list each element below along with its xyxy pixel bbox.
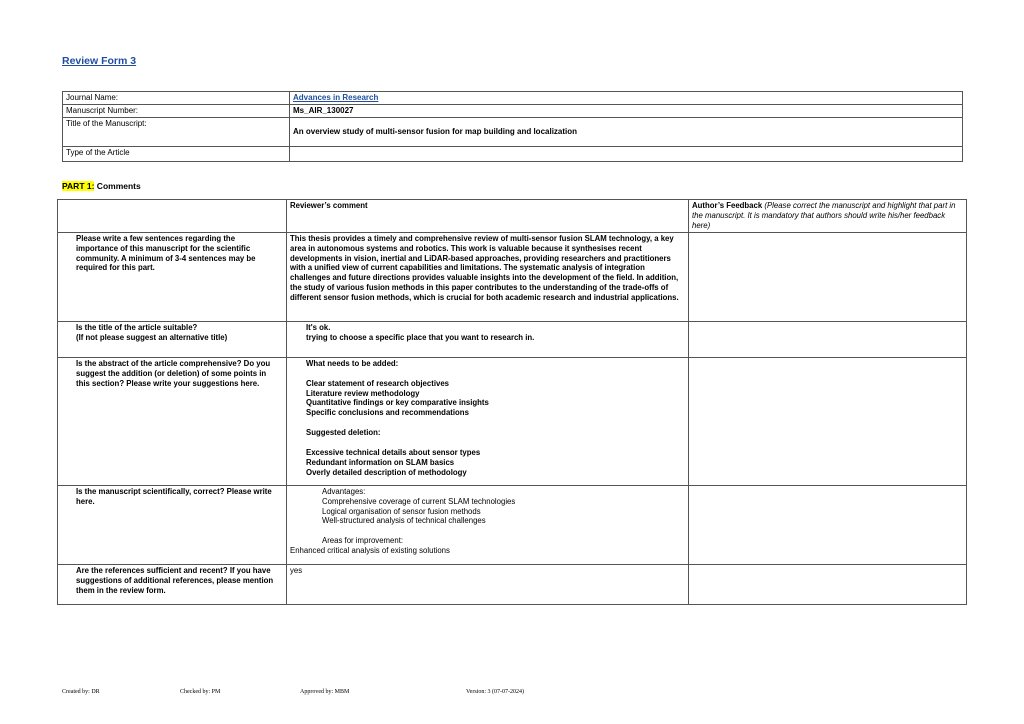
- comment-title: [287, 321, 689, 357]
- journal-cell: [290, 92, 963, 105]
- comment-title-line-1: It's ok.: [306, 322, 331, 332]
- review-row-references: [58, 564, 967, 604]
- author-feedback-title: Author’s Feedback: [692, 201, 763, 210]
- question-title-line-2: (If not please suggest an alternative title): [76, 332, 228, 342]
- question-title-line-1: Is the title of the article suitable?: [76, 322, 198, 332]
- review-row-scientific: [58, 485, 967, 564]
- type-row: [63, 147, 963, 162]
- abstract-del-item: Overly detailed description of methodology: [306, 467, 467, 477]
- comment-importance: This thesis provides a timely and comprehensive review of multi-sensor fusion SLAM technology, a key area in autonomous systems and robotics. This work is valuable because it synthesises recent developments in vision, inertial and LiDAR-based approaches, providing researchers and practitioners with a unified view of current capabilities and limitations. The systematic analysis of integration challenges and future directions provides valuable insights into the development of the field. In addition, the study of various fusion methods in this paper contributes to the understanding of the trade-offs of different sensor fusion methods, which is crucial for both academic research and industrial applications.: [287, 232, 689, 321]
- abstract-add-item: Quantitative findings or key comparative insights: [306, 398, 489, 408]
- feedback-scientific[interactable]: [689, 485, 967, 564]
- review-row-title: [58, 321, 967, 357]
- manuscript-number-row: [63, 105, 963, 118]
- manuscript-number-value: Ms_AIR_130027: [290, 105, 963, 118]
- title-value: An overview study of multi-sensor fusion for map building and localization: [290, 118, 963, 147]
- comment-abstract: [287, 357, 689, 485]
- review-row-abstract: [58, 357, 967, 485]
- journal-row: [63, 92, 963, 105]
- feedback-abstract[interactable]: [689, 357, 967, 485]
- scientific-adv-item: Comprehensive coverage of current SLAM technologies: [322, 496, 516, 506]
- abstract-add-item: Specific conclusions and recommendations: [306, 408, 469, 418]
- form-title: Review Form 3: [62, 55, 137, 67]
- journal-link[interactable]: Advances in Research: [293, 93, 379, 102]
- footer-approved: Approved by: MBM: [300, 689, 350, 695]
- feedback-references[interactable]: [689, 564, 967, 604]
- comment-references: yes: [287, 564, 689, 604]
- scientific-imp-item: Enhanced critical analysis of existing solutions: [290, 546, 450, 556]
- question-title: [58, 321, 287, 357]
- journal-label: Journal Name:: [63, 92, 290, 105]
- abstract-add-item: Literature review methodology: [306, 388, 420, 398]
- abstract-del-heading: Suggested deletion:: [306, 428, 381, 438]
- comment-scientific: [287, 485, 689, 564]
- scientific-adv-heading: Advantages:: [322, 486, 366, 496]
- type-label: Type of the Article: [63, 147, 290, 162]
- abstract-add-heading: What needs to be added:: [306, 358, 399, 368]
- footer-created: Created by: DR: [62, 689, 100, 695]
- abstract-add-item: Clear statement of research objectives: [306, 378, 450, 388]
- title-label: Title of the Manuscript:: [63, 118, 290, 147]
- abstract-del-item: Redundant information on SLAM basics: [306, 458, 455, 468]
- review-table: [57, 199, 967, 605]
- review-header-row: [58, 200, 967, 233]
- author-feedback-instructions: (Please correct the manuscript and highlight that part in the manuscript. It is mandatory that authors should write his/her feedback here): [692, 201, 956, 230]
- review-row-importance: [58, 232, 967, 321]
- scientific-adv-item: Well-structured analysis of technical challenges: [322, 516, 486, 526]
- reviewer-comment-header: Reviewer’s comment: [287, 200, 689, 233]
- title-row: [63, 118, 963, 147]
- footer-version: Version: 3 (07-07-2024): [466, 689, 524, 695]
- part-label: PART 1:: [62, 181, 95, 191]
- question-abstract: Is the abstract of the article comprehensive? Do you suggest the addition (or deletion) of some points in this section? Please write your suggestions here.: [58, 357, 287, 485]
- part-heading: [62, 181, 141, 191]
- header-empty-cell: [58, 200, 287, 233]
- scientific-adv-item: Logical organisation of sensor fusion methods: [322, 506, 481, 516]
- feedback-title[interactable]: [689, 321, 967, 357]
- question-references: Are the references sufficient and recent? If you have suggestions of additional references, please mention them in the review form.: [58, 564, 287, 604]
- question-importance: Please write a few sentences regarding the importance of this manuscript for the scientific community. A minimum of 3-4 sentences may be required for this part.: [58, 232, 287, 321]
- author-feedback-header: [689, 200, 967, 233]
- part-title: Comments: [94, 181, 141, 191]
- scientific-imp-heading: Areas for improvement:: [322, 536, 404, 546]
- type-value: [290, 147, 963, 162]
- feedback-importance[interactable]: [689, 232, 967, 321]
- comment-title-line-2: trying to choose a specific place that you want to research in.: [306, 332, 535, 342]
- manuscript-info-table: [62, 91, 963, 162]
- manuscript-number-label: Manuscript Number:: [63, 105, 290, 118]
- footer-checked: Checked by: PM: [180, 689, 221, 695]
- question-scientific: Is the manuscript scientifically, correct? Please write here.: [58, 485, 287, 564]
- abstract-del-item: Excessive technical details about sensor types: [306, 448, 481, 458]
